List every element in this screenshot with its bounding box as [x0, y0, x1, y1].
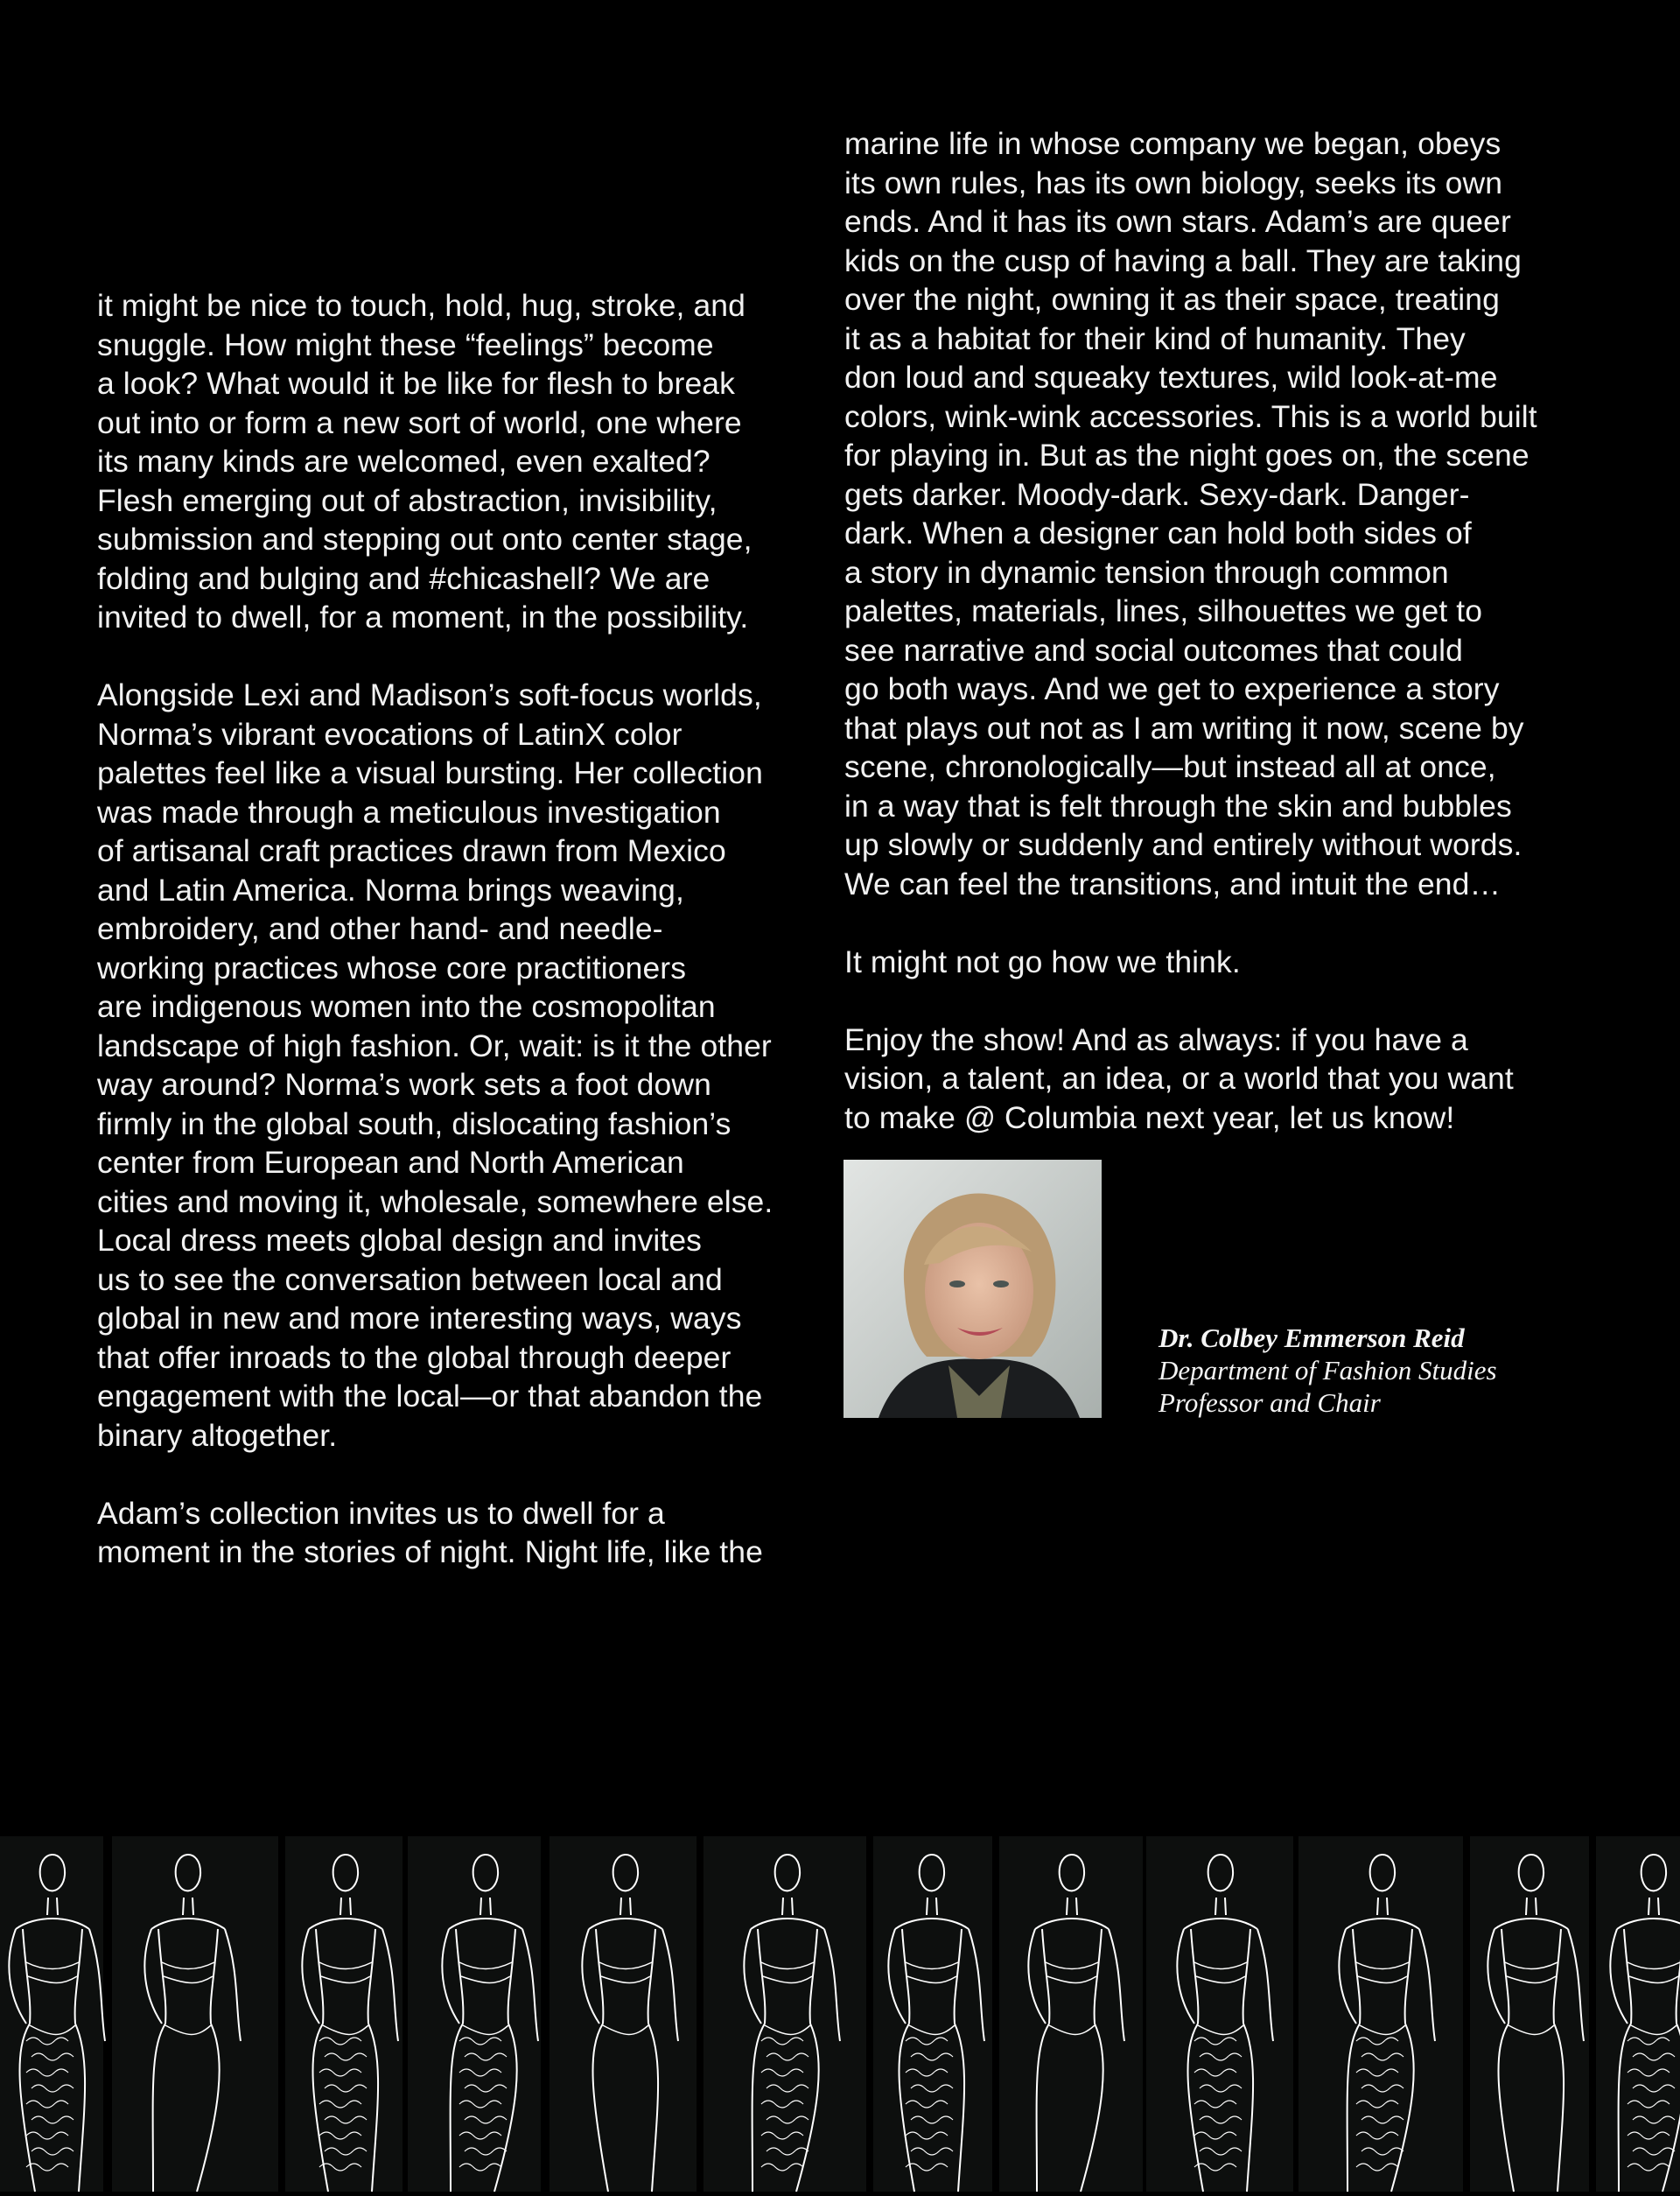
text-line: that offer inroads to the global through deeper	[97, 1339, 732, 1375]
author-name: Dr. Colbey Emmerson Reid	[1158, 1323, 1465, 1353]
text-line: and Latin America. Norma brings weaving,	[97, 872, 684, 908]
text-line: dark. When a designer can hold both sides of	[844, 516, 1472, 551]
left-text-column	[97, 286, 815, 1572]
text-line: engagement with the local—or that abandon the	[97, 1379, 763, 1414]
sketch-panel	[1470, 1836, 1589, 2192]
text-line: global in new and more interesting ways, ways	[97, 1301, 742, 1336]
portrait-photo	[844, 1160, 1102, 1418]
text-line: It might not go how we think.	[844, 944, 1241, 979]
text-line: palettes, materials, lines, silhouettes we get to	[844, 593, 1483, 628]
text-line: a story in dynamic tension through common	[844, 554, 1449, 590]
sketch-panel	[1596, 1836, 1680, 2192]
text-line: kids on the cusp of having a ball. They are taking	[844, 242, 1522, 278]
text-line: colors, wink-wink accessories. This is a world built	[844, 398, 1537, 434]
left-paragraph	[97, 1494, 815, 1572]
text-line: Local dress meets global design and invites	[97, 1223, 703, 1258]
text-line: its many kinds are welcomed, even exalted?	[97, 444, 710, 479]
author-portrait	[844, 1160, 1102, 1418]
text-line: are indigenous women into the cosmopolitan	[97, 989, 716, 1024]
text-line: Flesh emerging out of abstraction, invisibility,	[97, 482, 718, 518]
right-paragraph	[844, 1021, 1571, 1138]
text-line: moment in the stories of night. Night life, like the	[97, 1534, 763, 1569]
text-line: working practices whose core practitioners	[97, 950, 687, 986]
sketch-panel	[408, 1836, 541, 2192]
text-line: gets darker. Moody-dark. Sexy-dark. Danger-	[844, 476, 1470, 512]
text-line: embroidery, and other hand- and needle-	[97, 911, 663, 946]
text-line: see narrative and social outcomes that could	[844, 632, 1463, 668]
text-line: its own rules, has its own biology, seeks its own	[844, 165, 1503, 200]
text-line: for playing in. But as the night goes on, the scene	[844, 438, 1530, 473]
text-line: it might be nice to touch, hold, hug, stroke, and	[97, 288, 746, 323]
text-line: palettes feel like a visual bursting. Her collection	[97, 755, 763, 790]
left-paragraph	[97, 286, 815, 637]
text-line: Alongside Lexi and Madison’s soft-focus worlds,	[97, 677, 762, 712]
text-line: in a way that is felt through the skin and bubbles	[844, 788, 1512, 824]
text-line: a look? What would it be like for flesh to break	[97, 366, 735, 401]
text-line: We can feel the transitions, and intuit the end…	[844, 866, 1502, 902]
text-line: Adam’s collection invites us to dwell for a	[97, 1495, 665, 1531]
text-line: marine life in whose company we began, obeys	[844, 126, 1502, 161]
author-department: Department of Fashion Studies	[1158, 1355, 1497, 1386]
text-line: of artisanal craft practices drawn from Mexico	[97, 833, 726, 868]
text-line: firmly in the global south, dislocating fashion’s	[97, 1105, 732, 1141]
text-line: folding and bulging and #chicashell? We are	[97, 560, 710, 596]
text-line: submission and stepping out onto center stage,	[97, 522, 752, 557]
text-line: up slowly or suddenly and entirely without words.	[844, 827, 1522, 862]
text-line: that plays out not as I am writing it now, scene by	[844, 710, 1524, 746]
left-paragraph	[97, 676, 815, 1455]
right-paragraph	[844, 124, 1571, 903]
fashion-sketch-strip	[0, 1831, 1680, 2192]
text-line: binary altogether.	[97, 1417, 338, 1453]
sketch-panel	[550, 1836, 696, 2192]
text-line: ends. And it has its own stars. Adam’s are queer	[844, 204, 1511, 239]
text-line: vision, a talent, an idea, or a world that you want	[844, 1061, 1514, 1096]
text-line: it as a habitat for their kind of humanity. They	[844, 320, 1466, 356]
text-line: to make @ Columbia next year, let us know!	[844, 1099, 1455, 1135]
sketch-panel	[873, 1836, 992, 2192]
sketch-panel	[112, 1836, 278, 2192]
text-line: over the night, owning it as their space, treating	[844, 282, 1500, 317]
author-title: Professor and Chair	[1158, 1387, 1381, 1418]
right-paragraph	[844, 943, 1571, 982]
text-line: go both ways. And we get to experience a story	[844, 671, 1500, 706]
right-text-column	[844, 124, 1571, 1137]
text-line: Norma’s vibrant evocations of LatinX color	[97, 716, 682, 752]
text-line: Enjoy the show! And as always: if you have a	[844, 1021, 1468, 1057]
text-line: center from European and North American	[97, 1145, 684, 1180]
text-line: way around? Norma’s work sets a foot down	[97, 1067, 711, 1102]
text-line: invited to dwell, for a moment, in the possibility.	[97, 600, 749, 635]
text-line: scene, chronologically—but instead all at once,	[844, 749, 1496, 784]
author-signature	[1158, 1322, 1497, 1419]
text-line: us to see the conversation between local and	[97, 1261, 723, 1297]
text-line: was made through a meticulous investigation	[97, 794, 721, 830]
sketch-illustrations	[0, 1831, 1680, 2192]
text-line: don loud and squeaky textures, wild look-at-me	[844, 360, 1498, 395]
text-line: snuggle. How might these “feelings” become	[97, 326, 714, 362]
text-line: out into or form a new sort of world, one where	[97, 404, 742, 440]
text-line: landscape of high fashion. Or, wait: is it the other	[97, 1028, 772, 1063]
text-line: cities and moving it, wholesale, somewhere else.	[97, 1183, 774, 1219]
